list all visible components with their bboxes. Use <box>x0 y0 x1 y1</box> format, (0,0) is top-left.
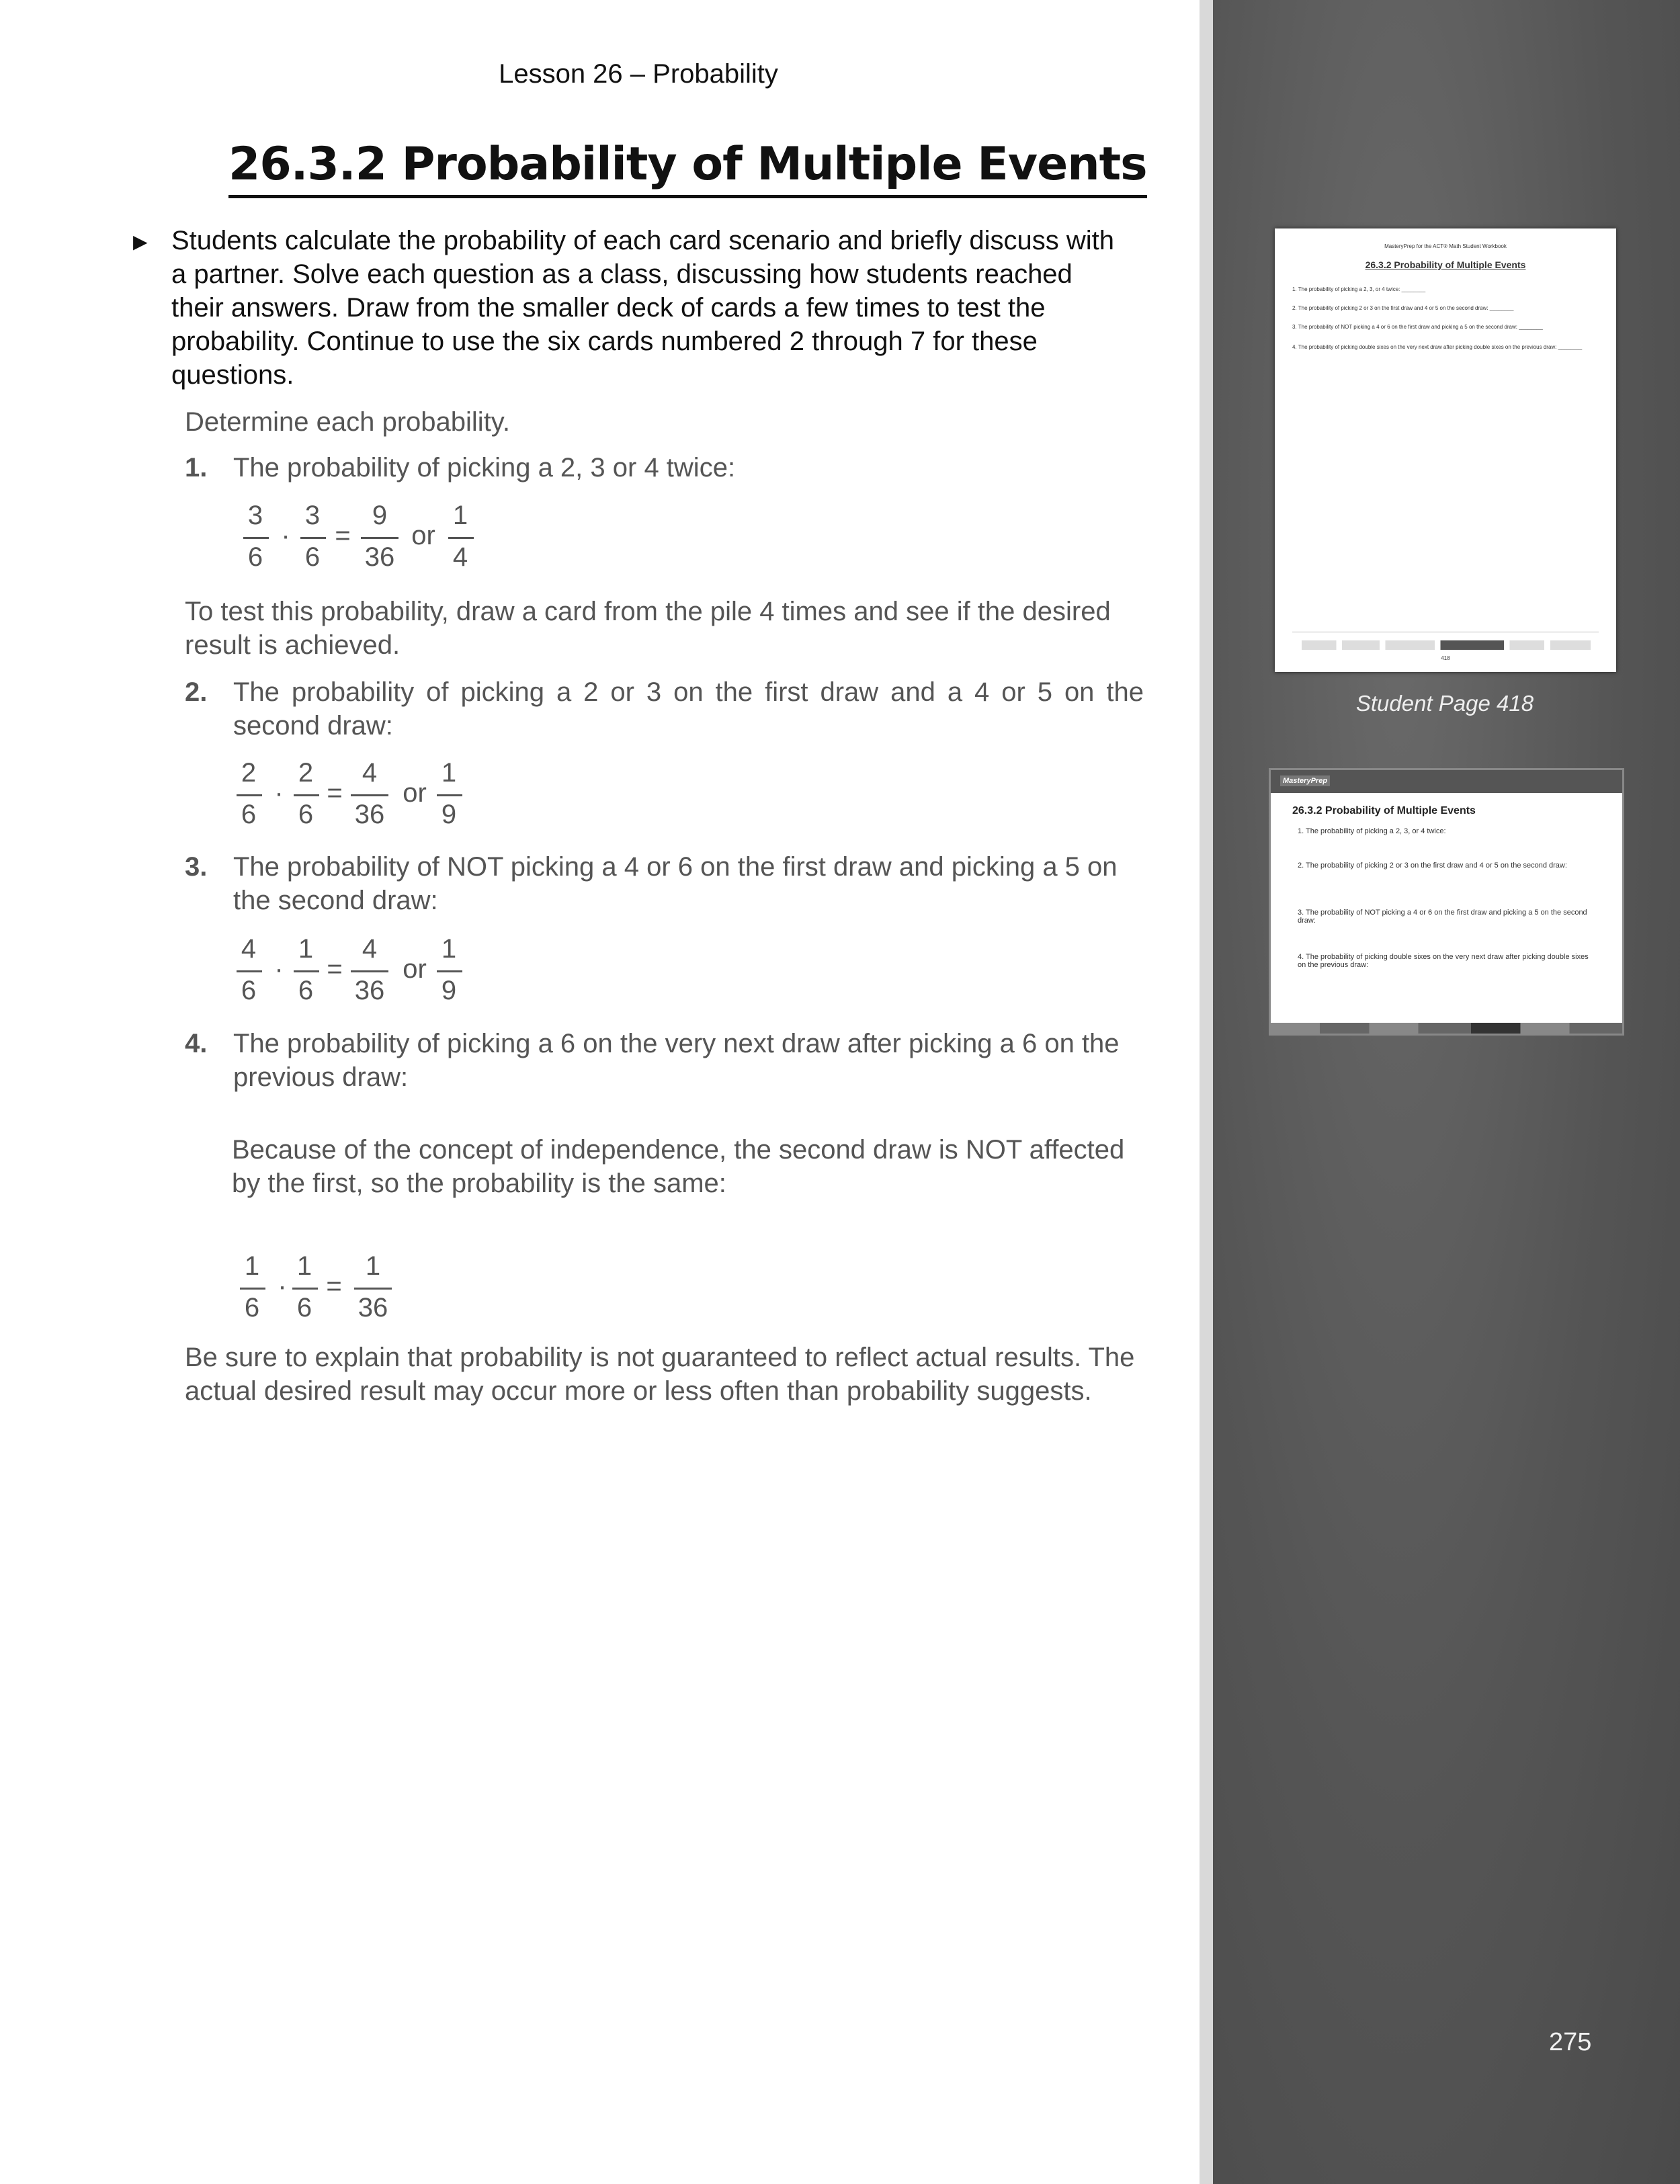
test-note: To test this probability, draw a card from the pile 4 times and see if the desired result is achieved. <box>185 597 1111 660</box>
independence-explanation: Because of the concept of independence, the second draw is NOT affected by the first, so the probability is the same: <box>232 1135 1125 1198</box>
question-text: The probability of picking a 6 on the very next draw after picking a 6 on the previous draw: <box>233 1029 1120 1092</box>
question-text: The probability of picking a 2 or 3 on the first draw and a 4 or 5 on the second draw: <box>233 677 1144 741</box>
question-number: 1. <box>185 453 208 482</box>
question-number: 4. <box>185 1029 208 1058</box>
numerator: 3 <box>304 501 321 530</box>
page-number: 275 <box>1549 2028 1592 2056</box>
denominator: 4 <box>452 542 468 572</box>
thumbnail-caption: Student Page 418 <box>1355 691 1534 716</box>
page-title: 26.3.2 Probability of Multiple Events <box>228 138 1147 198</box>
instruction-text: Determine each probability. <box>185 407 510 437</box>
denominator: 36 <box>364 542 395 572</box>
student-page-thumbnail: MasteryPrep for the ACT® Math Student Workbook 26.3.2 Probability of Multiple Events 1. The probability of picking a 2, 3, or 4 twice: ________ 2. The probability of picking 2 or 3 on the first draw and 4 or 5 on the second draw: ________ 3. The probability of NOT picking a 4 or 6 on the first draw and picking a 5 on the second draw: ________ 4. The probability of picking double sixes on the very next draw after picking double sixes on the previous draw: ________ 418 <box>1275 228 1616 672</box>
slide-thumbnail: MasteryPrep 26.3.2 Probability of Multiple Events 1. The probability of picking a 2, 3, or 4 twice: 2. The probability of picking 2 or 3 on the first draw and 4 or 5 on the second draw: 3. The probability of NOT picking a 4 or 6 on the first draw and picking a 5 on the second draw: 4. The probability of picking double sixes on the very next draw after picking double sixes on the previous draw: <box>1269 768 1624 1036</box>
lesson-header: Lesson 26 – Probability <box>499 59 778 89</box>
page-divider <box>1200 0 1213 2184</box>
question-number: 2. <box>185 677 208 707</box>
intro-paragraph: Students calculate the probability of each card scenario and briefly discuss with a partner. Solve each question as a class, discussing how students reached their answers. Draw from the smaller deck of cards a few times to test the probability. Continue to use the six cards numbered 2 through 7 for these questions. <box>171 226 1114 390</box>
numerator: 1 <box>452 501 468 530</box>
denominator: 6 <box>247 542 263 572</box>
numerator: 3 <box>247 501 263 530</box>
question-text: The probability of NOT picking a 4 or 6 on the first draw and picking a 5 on the second draw: <box>233 852 1118 915</box>
question-text: The probability of picking a 2, 3 or 4 twice: <box>233 453 736 482</box>
logo: MasteryPrep <box>1280 775 1330 786</box>
closing-paragraph: Be sure to explain that probability is not guaranteed to reflect actual results. The actual desired result may occur more or less often than probability suggests. <box>185 1343 1135 1406</box>
bullet-triangle-icon: ▶ <box>133 231 148 252</box>
denominator: 6 <box>304 542 321 572</box>
question-number: 3. <box>185 852 208 882</box>
numerator: 9 <box>372 501 388 530</box>
